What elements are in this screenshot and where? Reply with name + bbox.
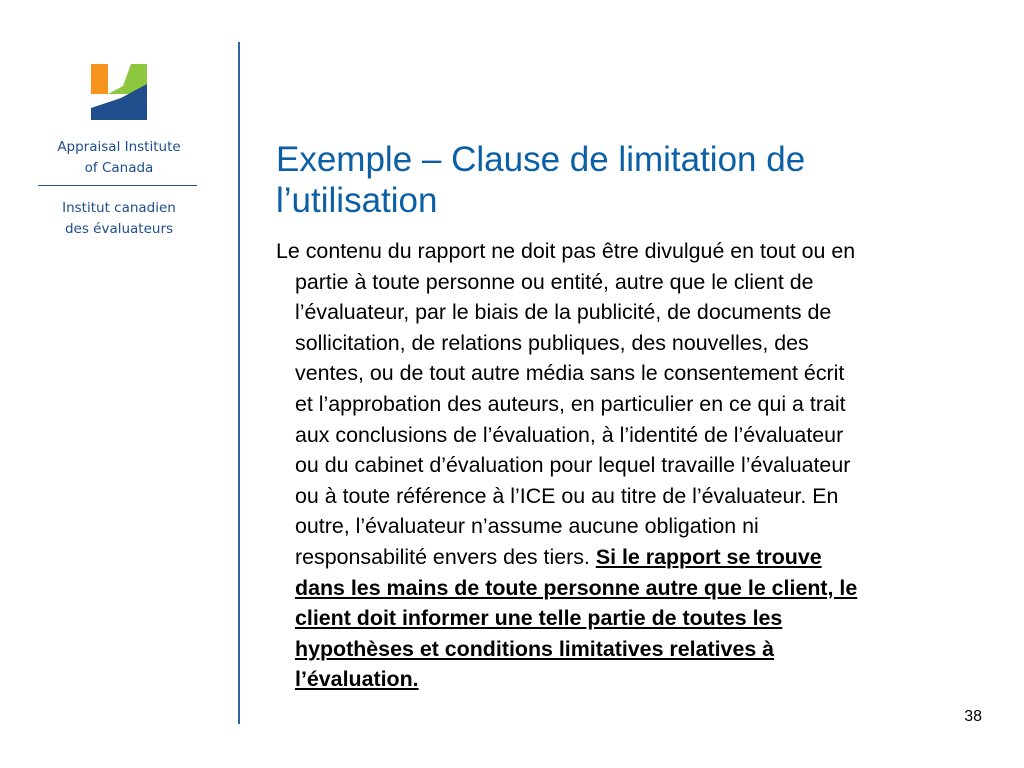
vertical-divider	[238, 42, 240, 724]
body-line: ou à toute référence à l’ICE ou au titre de l’évaluateur. En	[295, 483, 839, 508]
body-line: sollicitation, de relations publiques, des nouvelles, des	[295, 330, 809, 355]
org-name-french	[30, 198, 208, 240]
org-name-french-line: Institut canadien	[62, 200, 176, 216]
logo-mark-icon	[91, 64, 147, 120]
body-line-mixed	[276, 542, 976, 573]
emphasis-line-last	[276, 664, 976, 695]
org-divider	[38, 185, 197, 186]
body-line: ou du cabinet d’évaluation pour lequel travaille l’évaluateur	[295, 453, 851, 478]
slide-title	[276, 139, 976, 221]
body-line: ventes, ou de tout autre média sans le consentement écrit	[295, 361, 845, 386]
slide-body	[276, 236, 976, 695]
slide-title-line: Exemple – Clause de limitation de	[276, 140, 806, 179]
org-name-english-line: Appraisal Institute	[57, 139, 181, 155]
emphasis-text: Si le rapport se trouve	[595, 544, 822, 569]
emphasis-text: l’évaluation.	[295, 667, 419, 692]
body-line: Le contenu du rapport ne doit pas être divulgué en tout ou en	[276, 239, 856, 263]
page-number: 38	[964, 708, 982, 725]
appraisal-institute-logo	[91, 64, 147, 120]
body-line: outre, l’évaluateur n’assume aucune obligation ni	[295, 514, 759, 539]
emphasis-line: dans les mains de toute personne autre que le client, le	[295, 575, 858, 600]
emphasis-line: hypothèses et conditions limitatives relatives à	[295, 636, 775, 661]
org-name-english	[30, 137, 208, 179]
body-line: partie à toute personne ou entité, autre que le client de	[295, 269, 814, 294]
org-name-english-line: of Canada	[84, 160, 154, 176]
body-text-plain: responsabilité envers des tiers.	[295, 544, 596, 569]
body-line: aux conclusions de l’évaluation, à l’identité de l’évaluateur	[295, 422, 844, 447]
emphasis-line: client doit informer une telle partie de toutes les	[295, 606, 783, 631]
slide-title-line: l’utilisation	[276, 181, 438, 220]
body-line: et l’approbation des auteurs, en particulier en ce qui a trait	[295, 391, 846, 416]
org-name-french-line: des évaluateurs	[64, 221, 174, 237]
body-line: l’évaluateur, par le biais de la publicité, de documents de	[295, 300, 832, 325]
